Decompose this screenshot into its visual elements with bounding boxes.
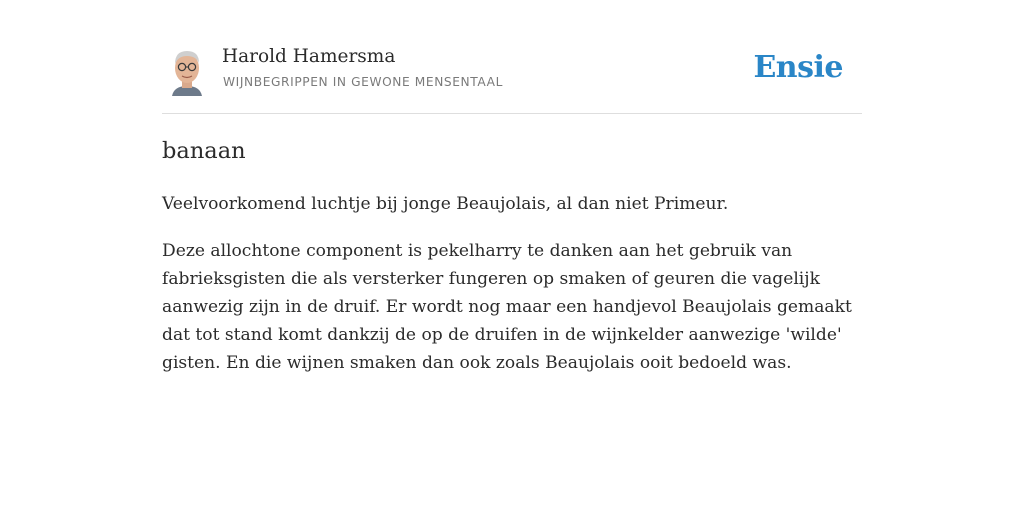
entry-paragraph: Deze allochtone component is pekelharry te danken aan het gebruik van fabrieksgisten die als versterker fungeren op smaken of geuren die vagelijk aanwezig zijn in de druif. Er wordt nog maar een handjevol Beaujolais gemaakt dat tot stand komt dankzij de op de druifen in de wijnkelder aanwezige 'wilde' gisten. En die wijnen smaken dan ook zoals Beaujolais ooit bedoeld was.	[162, 241, 852, 373]
brand-logo[interactable]: Ensie	[753, 50, 843, 85]
author-name: Harold Hamersma	[222, 46, 396, 67]
header	[162, 0, 862, 114]
page-container	[162, 0, 862, 373]
entry-term: banaan	[162, 138, 246, 164]
author-tagline: WIJNBEGRIPPEN IN GEWONE MENSENTAAL	[223, 75, 503, 89]
entry-paragraph: Veelvoorkomend luchtje bij jonge Beaujolais, al dan niet Primeur.	[162, 194, 729, 214]
author-avatar	[166, 46, 208, 96]
